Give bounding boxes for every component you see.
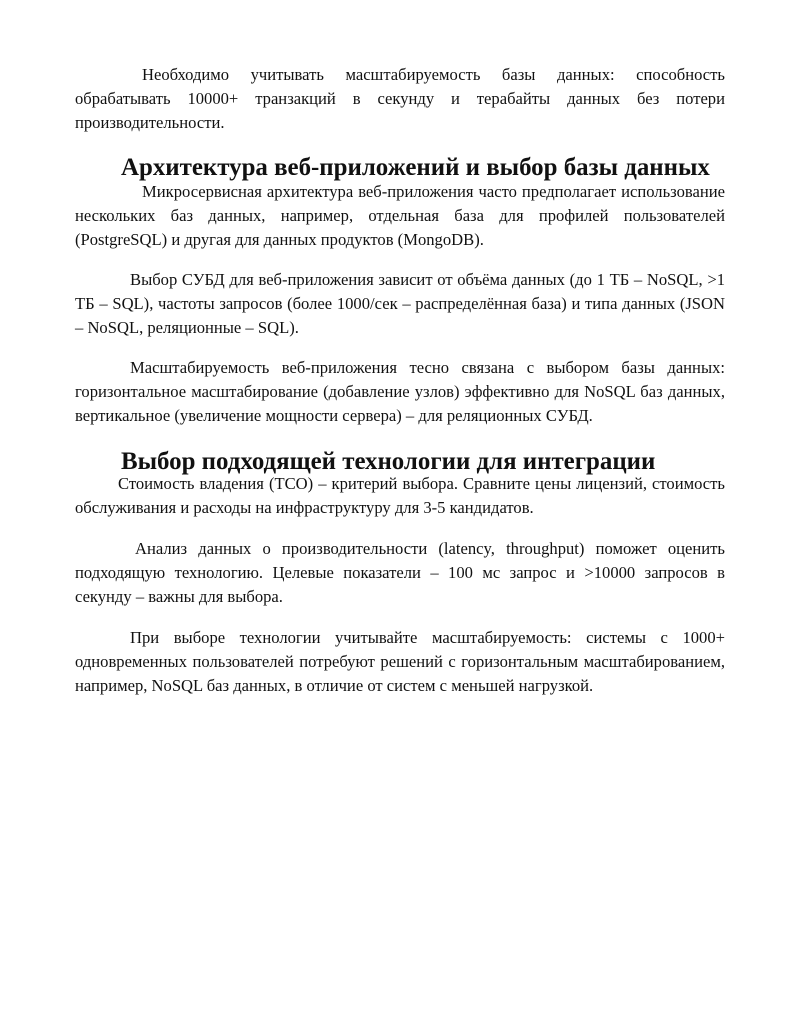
paragraph-technology-scalability: При выборе технологии учитывайте масштабируемость: системы с 1000+ одновременных пользователей потребуют решений с горизонтальным масштабированием, например, NoSQL баз данных, в отличие от систем с меньшей нагрузкой. (75, 628, 725, 695)
paragraph-microservices: Микросервисная архитектура веб-приложения часто предполагает использование нескольких баз данных, например, отдельная база для профилей пользователей (PostgreSQL) и другая для данных продуктов (MongoDB). (75, 182, 725, 249)
paragraph-tco: Стоимость владения (TCO) – критерий выбора. Сравните цены лицензий, стоимость обслуживания и расходы на инфраструктуру для 3-5 кандидатов. (75, 474, 725, 517)
paragraph-performance-analysis: Анализ данных о производительности (latency, throughput) поможет оценить подходящую технологию. Целевые показатели – 100 мс запрос и >10000 запросов в секунду – важны для выбора. (75, 539, 725, 606)
paragraph-dbms-choice: Выбор СУБД для веб-приложения зависит от объёма данных (до 1 ТБ – NoSQL, >1 ТБ – SQL), частоты запросов (более 1000/сек – распределённая база) и типа данных (JSON – NoSQL, реляционные – SQL). (75, 270, 725, 337)
paragraph-scalability: Необходимо учитывать масштабируемость базы данных: способность обрабатывать 10000+ транзакций в секунду и терабайты данных без потери производительности. (75, 65, 725, 132)
heading-integration-technology: Выбор подходящей технологии для интеграции (121, 448, 656, 475)
heading-web-architecture: Архитектура веб-приложений и выбор базы данных (121, 154, 710, 181)
paragraph-web-scalability: Масштабируемость веб-приложения тесно связана с выбором базы данных: горизонтальное масштабирование (добавление узлов) эффективно для NoSQL баз данных, вертикальное (увеличение мощности сервера) – для реляционных СУБД. (75, 358, 725, 425)
